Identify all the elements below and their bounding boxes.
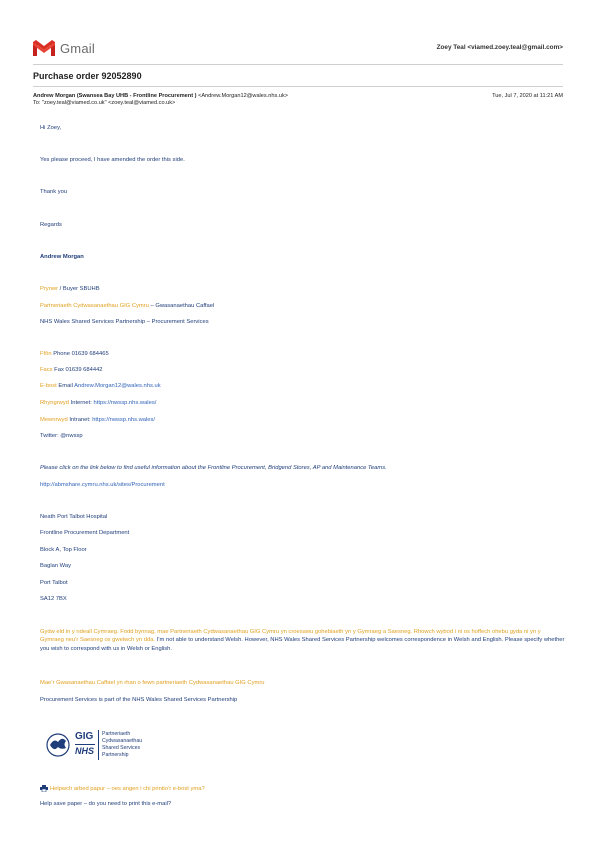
address-line-4: Baglan Way: [40, 563, 72, 569]
logo-nhs: NHS: [75, 746, 95, 756]
language-notice: [40, 628, 565, 653]
sender-line: [33, 93, 563, 99]
greeting: Hi Zoey,: [40, 125, 62, 131]
phone-value: Phone 01639 684465: [51, 351, 109, 357]
signature-email: [40, 383, 560, 391]
email-welsh: E-bost: [40, 383, 57, 389]
intranet-label: Intranet:: [67, 417, 93, 423]
fax-welsh: Facs: [40, 367, 53, 373]
logo-rule: [75, 744, 95, 745]
org-separator: – Gwasanaethau Caffael: [148, 303, 215, 309]
body-line-1: Yes please proceed, I have amended the order this side.: [40, 157, 185, 163]
role-english: / Buyer SBUHB: [58, 286, 100, 292]
regards: Regards: [40, 222, 62, 228]
address-line-2: Frontline Procurement Department: [40, 530, 130, 536]
print-header: [33, 38, 563, 60]
gmail-logo: [33, 40, 95, 56]
printer-icon: [40, 785, 48, 792]
gmail-m-icon: [33, 40, 55, 56]
signature-org: [40, 303, 560, 311]
internet-link[interactable]: https://nwssp.nhs.wales/: [93, 400, 157, 406]
subject-divider: [33, 86, 563, 87]
signature-phone: [40, 351, 560, 359]
paper-welsh-text: Helpwch arbed papur – oes angen i chi printio’r e-bost yma?: [50, 786, 205, 793]
paper-notice-english: Help save paper – do you need to print this e-mail?: [40, 801, 172, 807]
intranet-link[interactable]: https://nwssp.nhs.wales/: [92, 417, 156, 423]
signature-fax: [40, 367, 560, 375]
email-subject: Purchase order 92052890: [33, 71, 142, 81]
partnership-english: Procurement Services is part of the NHS Wales Shared Services Partnership: [40, 697, 238, 703]
partnership-welsh: Mae’r Gwasanaethau Caffael yn rhan o fewn partneriaeth Cydwasanaethau GIG Cymru: [40, 680, 265, 686]
fax-value: Fax 01639 684442: [52, 367, 103, 373]
signature-internet: [40, 400, 560, 408]
welsh-dragon-emblem-icon: [44, 730, 72, 760]
logo-gig: GIG: [75, 731, 94, 742]
role-welsh: Prynwr: [40, 286, 59, 292]
sender-email: <Andrew.Morgan12@wales.nhs.uk>: [198, 93, 289, 99]
info-link[interactable]: http://abmshare.cymru.nhs.uk/sites/Procurement: [40, 482, 165, 488]
header-divider: [33, 64, 563, 65]
info-note: Please click on the link below to find useful information about the Frontline Procurement, Bridgend Stores, AP and Maintenance Teams.: [40, 465, 387, 471]
paper-notice-welsh: [40, 785, 560, 794]
logo-line-1: Partneriaeth: [102, 731, 131, 737]
address-line-6: SA12 7BX: [40, 596, 67, 602]
address-line-5: Port Talbot: [40, 580, 68, 586]
account-label: Zoey Teal <viamed.zoey.teal@gmail.com>: [436, 44, 563, 51]
sender-signature-name: Andrew Morgan: [40, 254, 84, 260]
logo-text: [102, 731, 142, 759]
thanks: Thank you: [40, 189, 68, 195]
email-label: Email: [56, 383, 75, 389]
language-notice-welsh: Gydw eld in y ndeall Cymraeg. Fodd bynnag, mae Partneriaeth Cydwasanaethau GIG Cymru yn croesawu gohebiaeth yn y Gymraeg a Saesneg. Rhowch wybod i ni os hoffech ohebu gyda ni yn y Gymraeg neu’r Saesneg os gwelwch yn dda.: [40, 629, 541, 644]
signature-intranet: [40, 417, 560, 425]
address-line-1: Neath Port Talbot Hospital: [40, 514, 108, 520]
logo-line-4: Partnership: [102, 752, 129, 759]
signature-role: [40, 286, 560, 294]
intranet-welsh: Mewnrwyd: [40, 417, 68, 423]
signature-twitter: Twitter: @nwssp: [40, 433, 83, 439]
logo-divider: [98, 730, 99, 760]
org-english: NHS Wales Shared Services Partnership – Procurement Services: [40, 319, 209, 325]
org-welsh: Partneriaeth Cydwasanaethau GIG Cymru: [40, 303, 149, 309]
email-date: Tue, Jul 7, 2020 at 11:21 AM: [492, 93, 563, 99]
logo-line-3: Shared Services: [102, 745, 141, 752]
gmail-wordmark: Gmail: [60, 40, 95, 56]
sender-name: Andrew Morgan (Swansea Bay UHB - Frontline Procurement ): [33, 93, 197, 99]
email-link[interactable]: Andrew.Morgan12@wales.nhs.uk: [74, 383, 161, 389]
language-notice-english: I’m not able to understand Welsh. However, NHS Wales Shared Services Partnership welcomes correspondence in Welsh and English. Please specify whether you wish to correspond with us in Welsh or English.: [40, 637, 565, 652]
nhs-wales-logo: [44, 728, 154, 762]
address-line-3: Block A, Top Floor: [40, 547, 87, 553]
logo-line-2: Cydwasanaethau: [102, 738, 143, 745]
recipient-line: To: "zoey.teal@viamed.co.uk" <zoey.teal@viamed.co.uk>: [33, 100, 176, 106]
internet-label: Internet:: [69, 400, 94, 406]
internet-welsh: Rhyngrwyd: [40, 400, 69, 406]
phone-welsh: Ffôn: [40, 351, 52, 357]
